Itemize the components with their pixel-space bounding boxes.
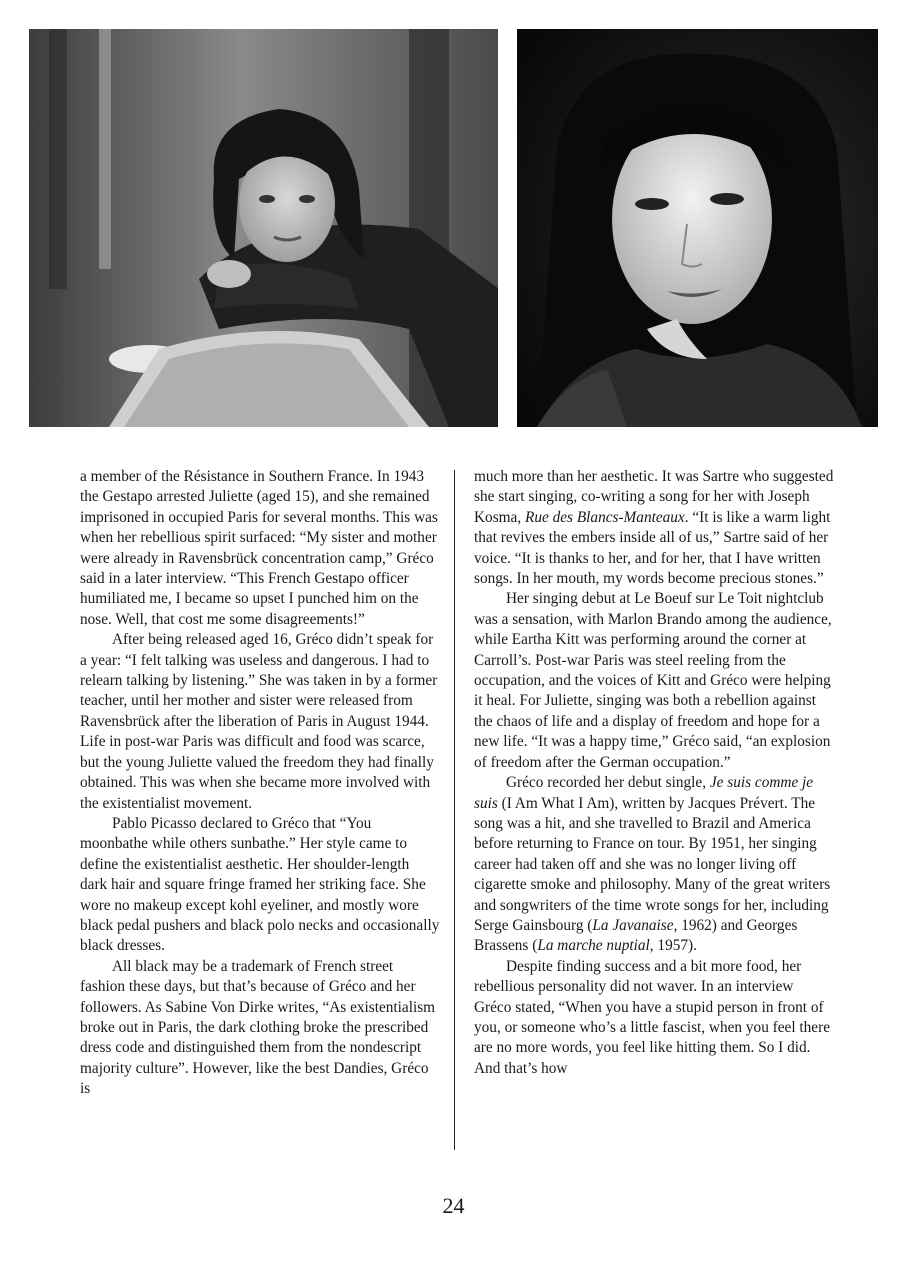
page-number: 24 [442, 1193, 465, 1218]
text-run: . “It is like a warm light that revives the embers inside all of us,” Sartre said of her voice. “It is thanks to her, and for her, that I have written songs. In her mouth, my words become precious stones.” [474, 508, 831, 588]
paragraph: After being released aged 16, Gréco didn’t speak for a year: “I felt talking was useless and dangerous. I had to relearn talking by listening.” She was taken in by a former teacher, until her mother and sister were released from Ravensbrück after the liberation of Paris in August 1944. Life in post-war Paris was difficult and food was scarce, but the young Juliette valued the freedom they had finally obtained. This was when she became more involved with the existentialist movement. [80, 631, 438, 812]
paragraph: Her singing debut at Le Boeuf sur Le Toit nightclub was a sensation, with Marlon Brando among the audience, while Eartha Kitt was performing around the corner at Carroll’s. Post-war Paris was steel reeling from the occupation, and the voices of Kitt and Gréco were helping it heal. For Juliette, singing was both a rebellion against the chaos of life and a display of freedom and hope for a new life. “It was a happy time,” Gréco said, “an explosion of freedom after the German occupation.” [474, 590, 832, 771]
song-title: La marche nuptial [537, 937, 650, 955]
text-run: much more than her aesthetic. It was Sartre who suggested she start singing, co-writing a song for her with Joseph Kosma, [474, 468, 834, 526]
text-run: Gréco recorded her debut single, [506, 774, 710, 792]
paragraph [474, 773, 834, 957]
text-column-right [474, 467, 834, 1079]
column-divider [454, 470, 455, 1150]
text-column-left [80, 467, 440, 1100]
text-run: (I Am What I Am), written by Jacques Prévert. The song was a hit, and she travelled to Brazil and America before returning to France on tour. By 1951, her singing career had taken off and she was no longer living off cigarette smoke and philosophy. Many of the great writers and songwriters of the time wrote songs for her, including Serge Gainsbourg ( [474, 794, 831, 934]
paragraph: a member of the Résistance in Southern France. In 1943 the Gestapo arrested Juliette (aged 15), and she remained imprisoned in occupied Paris for several months. This was when her rebellious spirit surfaced: “My sister and mother were already in Ravensbrück concentration camp,” Gréco said in a later interview. “This French Gestapo officer humiliated me, I became so upset I punched him on the nose. Well, that cost me some disagreements!” [80, 468, 438, 628]
photo-studio-portrait [517, 29, 878, 427]
paragraph: Despite finding success and a bit more food, her rebellious personality did not waver. In an interview Gréco stated, “When you have a stupid person in front of you, or someone who’s a little fascist, when you feel there are no more words, you feel like hitting them. So I did. And that’s how [474, 957, 830, 1077]
song-title: Je suis comme je suis [474, 774, 814, 812]
song-title: La Javanaise [592, 916, 674, 934]
photo-cafe-portrait [29, 29, 498, 427]
paragraph: Pablo Picasso declared to Gréco that “You moonbathe while others sunbathe.” Her style came to define the existentialist aesthetic. Her shoulder-length dark hair and square fringe framed her striking face. She wore no makeup except kohl eyeliner, and mostly wore black pedal pushers and black polo necks and occasionally black dresses. [80, 814, 440, 955]
photo-studio-image [517, 29, 878, 427]
paragraph: All black may be a trademark of French street fashion these days, but that’s because of Gréco and her followers. As Sabine Von Dirke writes, “As existentialism broke out in Paris, the dark clothing broke the prescribed dress code and distinguished them from the nondescript majority culture”. However, like the best Dandies, Gréco is [80, 957, 436, 1098]
photo-cafe-image [29, 29, 498, 427]
text-run: , 1957). [649, 937, 697, 955]
paragraph [474, 467, 834, 589]
song-title: Rue des Blancs-Manteaux [525, 508, 685, 526]
text-run: , 1962) and Georges Brassens ( [474, 916, 798, 955]
